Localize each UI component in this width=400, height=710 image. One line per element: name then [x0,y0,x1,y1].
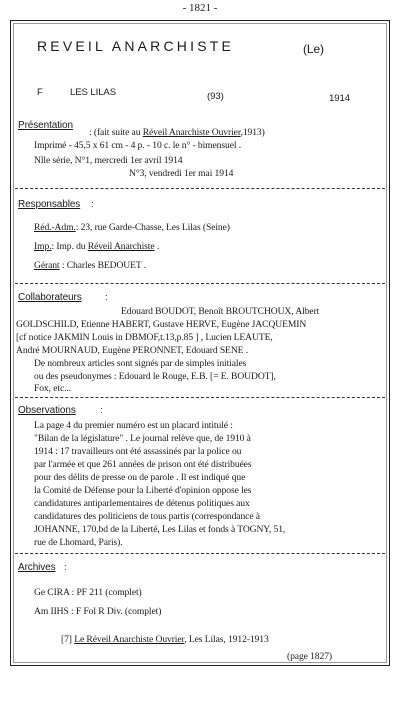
footnote-line: [7] Le Réveil Anarchiste Ouvrier, Les Lilas, 1912-1913 [61,634,269,645]
footnote-page-ref: (page 1827) [287,651,332,662]
presentation-line-1: : (fait suite au Réveil Anarchiste Ouvrier,1913) [89,127,265,138]
archive-entry: Am IIHS : F Fol R Div. (complet) [34,606,162,617]
redaction-row: Réd.-Adm.: 23, rue Garde-Chasse, Les Lilas (Seine) [34,222,230,233]
divider [15,553,385,554]
observations-line: La page 4 du premier numéro est un placard intitulé : [34,420,233,431]
collaborateurs-line: André MOURNAUD, Eugène PERONNET, Edouard SENE . [16,345,249,356]
imprimeur-row: Imp.: Imp. du Réveil Anarchiste . [34,241,160,252]
observations-line: candidatures des politiciens de tous partis (correspondance à [34,511,260,522]
presentation-line-2: Imprimé - 45,5 x 61 cm - 4 p. - 10 c. le n° - bimensuel . [34,140,242,151]
divider [15,397,385,398]
observations-heading: Observations [18,405,76,416]
observations-line: candidatures antiparlementaires de détenus politiques aux [34,498,250,509]
archives-heading: Archives [18,562,56,573]
catalog-card [10,20,390,666]
archives-colon: : [64,562,67,573]
presentation-line-3: Nlle série, N°1, mercredi 1er avril 1914 [34,155,183,166]
collaborateurs-line: Fox, etc... [34,383,72,394]
collaborateurs-heading: Collaborateurs [18,292,82,303]
observations-colon: : [100,405,103,416]
collaborateurs-line: [cf notice JAKMIN Louis in DBMOF,t.13,p.85 ] , Lucien LEAUTE, [16,332,273,343]
observations-line: pour des délits de presse ou de parole . Il est indiqué que [34,472,246,483]
title-article: (Le) [303,42,324,56]
collaborateurs-line: ou des pseudonymes : Edouard le Rouge, E.B. [= E. BOUDOT], [34,371,276,382]
title-text: REVEIL ANARCHISTE [37,38,235,54]
page-number: - 1821 - [182,2,218,14]
year: 1914 [329,93,350,104]
responsables-heading: Responsables [18,199,81,210]
observations-line: par l'armée et que 261 années de prison ont été distribuées [34,459,252,470]
observations-line: 1914 : 17 travailleurs ont été assassinés par la police ou [34,446,242,457]
presentation-heading: Présentation [18,120,73,131]
collaborateurs-colon: : [105,292,108,303]
observations-line: JOHANNE, 170,bd de la Liberté, Les Lilas et fonds à TOGNY, 51, [34,524,286,535]
collaborateurs-line: GOLDSCHILD, Etienne HABERT, Gustave HERVE, Eugène JACQUEMIN [16,319,307,330]
observations-line: la Comité de Défense pour la Liberté d'opinion oppose les [34,485,252,496]
responsables-colon: : [91,199,94,210]
collaborateurs-line: De nombreux articles sont signés par de simples initiales [34,358,247,369]
department-code: (93) [207,91,224,102]
collaborateurs-line: Edouard BOUDOT, Benoît BROUTCHOUX, Albert [121,306,320,317]
divider [15,188,385,189]
archive-entry: Ge CIRA : PF 211 (complet) [34,587,142,598]
gerant-row: Gérant : Charles BEDOUET . [34,260,147,271]
observations-line: rue de Lhomard, Paris). [34,537,123,548]
code-letter: F [37,87,43,98]
observations-line: "Bilan de la législature" . Le journal relève que, de 1910 à [34,433,251,444]
divider [15,283,385,284]
presentation-line-4: N°3, vendredi 1er mai 1914 [129,168,234,179]
place-name: LES LILAS [70,87,117,98]
